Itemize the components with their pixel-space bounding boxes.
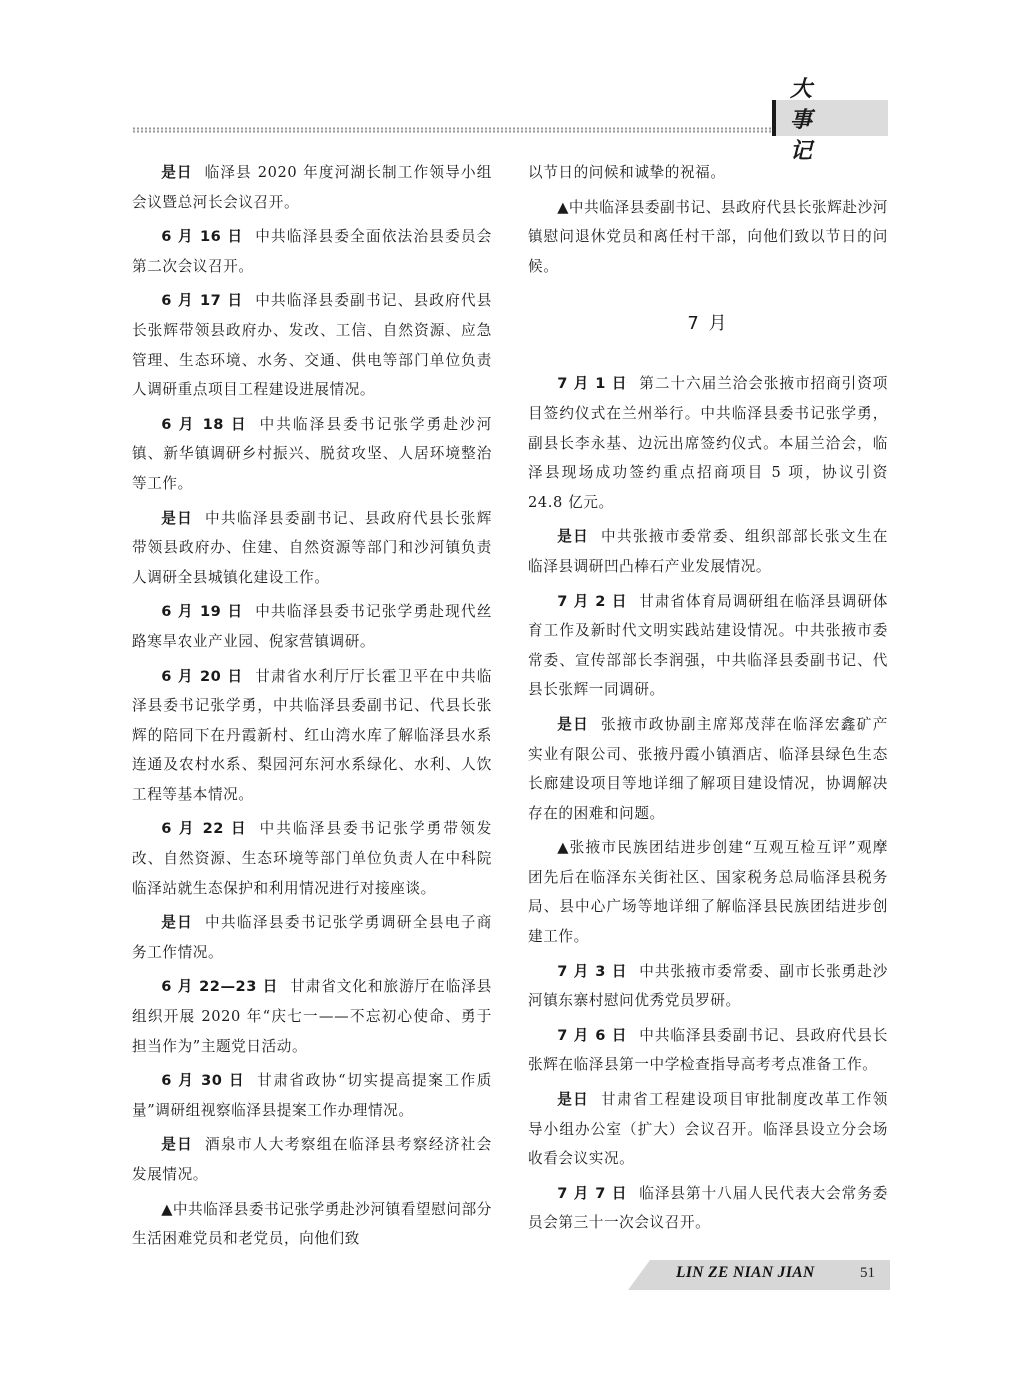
entry-text: 甘肃省政协“切实提高提案工作质量”调研组视察临泽县提案工作办理情况。 bbox=[132, 1072, 492, 1119]
chronicle-entry bbox=[132, 662, 492, 810]
entry-date: 是日 bbox=[161, 1136, 193, 1154]
chronicle-entry bbox=[528, 522, 888, 581]
entry-text: 张掖市民族团结进步创建“互观互检互评”观摩团先后在临泽东关街社区、国家税务总局临泽县税务局、县中心广场等地详细了解临泽县民族团结进步创建工作。 bbox=[528, 839, 888, 946]
entry-text: 甘肃省工程建设项目审批制度改革工作领导小组办公室（扩大）会议召开。临泽县设立分会场收看会议实况。 bbox=[528, 1091, 888, 1168]
entry-text: 中共临泽县委副书记、县政府代县长张辉赴沙河镇慰问退休党员和离任村干部，向他们致以节日的问候。 bbox=[528, 198, 888, 275]
chronicle-entry bbox=[528, 1021, 888, 1080]
chronicle-entry bbox=[132, 972, 492, 1061]
chronicle-entry bbox=[528, 957, 888, 1016]
entry-date: 是日 bbox=[557, 1091, 589, 1109]
entry-text: 甘肃省文化和旅游厅在临泽县组织开展 2020 年“庆七一——不忘初心使命、勇于担当作为”主题党日活动。 bbox=[132, 978, 492, 1055]
chronicle-entry bbox=[528, 710, 888, 828]
chronicle-entry bbox=[132, 1066, 492, 1125]
chronicle-entry bbox=[528, 369, 888, 517]
chronicle-entry bbox=[132, 504, 492, 593]
chronicle-entry bbox=[528, 833, 888, 951]
entry-date: 7 月 7 日 bbox=[557, 1184, 628, 1202]
entry-date: 6 月 16 日 bbox=[161, 228, 244, 246]
right-column bbox=[528, 158, 888, 1243]
journal-name: LIN ZE NIAN JIAN bbox=[676, 1264, 815, 1281]
chronicle-entry bbox=[132, 410, 492, 499]
entry-date: 6 月 18 日 bbox=[161, 415, 248, 433]
entry-text: 中共张掖市委常委、副市长张勇赴沙河镇东寨村慰问优秀党员罗研。 bbox=[528, 962, 888, 1010]
entry-date: 是日 bbox=[557, 715, 589, 733]
entry-text: 中共临泽县委副书记、县政府代县长张辉带领县政府办、发改、工信、自然资源、应急管理、生态环境、水务、交通、供电等部门单位负责人调研重点项目工程建设进展情况。 bbox=[132, 292, 492, 399]
chronicle-entry bbox=[132, 286, 492, 404]
entry-date: ▲ bbox=[557, 198, 569, 216]
entry-text: 中共临泽县委全面依法治县委员会第二次会议召开。 bbox=[132, 228, 492, 275]
chronicle-entry bbox=[132, 1130, 492, 1189]
chronicle-entry bbox=[132, 158, 492, 217]
entry-date: 是日 bbox=[161, 509, 193, 527]
entry-date: 6 月 22 日 bbox=[161, 820, 248, 838]
entry-text: 第二十六届兰洽会张掖市招商引资项目签约仪式在兰州举行。中共临泽县委书记张学勇，副县长李永基、边沅出席签约仪式。本届兰洽会，临泽县现场成功签约重点招商项目 5 项，协议引资 24.8 亿元。 bbox=[528, 375, 888, 511]
right-column-continuation bbox=[528, 158, 888, 281]
header-dotted-rule bbox=[132, 127, 772, 133]
chronicle-entry bbox=[528, 1179, 888, 1238]
entry-text: 中共临泽县委书记张学勇带领发改、自然资源、生态环境等部门单位负责人在中科院临泽站就生态保护和利用情况进行对接座谈。 bbox=[132, 820, 492, 897]
entry-date: 是日 bbox=[161, 164, 193, 181]
chronicle-entry bbox=[132, 1195, 492, 1254]
entry-text: 酒泉市人大考察组在临泽县考察经济社会发展情况。 bbox=[132, 1136, 492, 1183]
chronicle-entry bbox=[132, 597, 492, 656]
entry-text: 中共临泽县委书记张学勇调研全县电子商务工作情况。 bbox=[132, 914, 492, 961]
entry-date: 7 月 3 日 bbox=[557, 962, 628, 980]
section-title: 大 事 记 bbox=[772, 100, 888, 136]
chronicle-entry bbox=[132, 222, 492, 281]
entry-text: 中共临泽县委副书记、县政府代县长张辉在临泽县第一中学检查指导高考考点准备工作。 bbox=[528, 1026, 888, 1074]
entry-text: 中共临泽县委书记张学勇赴现代丝路寒旱农业产业园、倪家营镇调研。 bbox=[132, 603, 492, 650]
entry-text: 张掖市政协副主席郑茂萍在临泽宏鑫矿产实业有限公司、张掖丹霞小镇酒店、临泽县绿色生态长廊建设项目等地详细了解项目建设情况，协调解决存在的困难和问题。 bbox=[528, 715, 888, 822]
entry-date: 是日 bbox=[557, 528, 589, 546]
entry-date: 是日 bbox=[161, 914, 193, 932]
entry-text: 中共临泽县委书记张学勇赴沙河镇看望慰问部分生活困难党员和老党员，向他们致 bbox=[132, 1200, 492, 1248]
entry-date: ▲ bbox=[161, 1200, 173, 1218]
entry-date: 6 月 19 日 bbox=[161, 603, 244, 621]
entry-date: 7 月 6 日 bbox=[557, 1026, 628, 1044]
chronicle-entry bbox=[132, 814, 492, 903]
chronicle-entry bbox=[528, 158, 888, 188]
chronicle-entry bbox=[528, 193, 888, 282]
chronicle-entry bbox=[528, 587, 888, 705]
entry-text: 临泽县第十八届人民代表大会常务委员会第三十一次会议召开。 bbox=[528, 1184, 888, 1232]
chronicle-entry bbox=[528, 1085, 888, 1174]
entry-date: 6 月 17 日 bbox=[161, 292, 244, 310]
entry-date: 6 月 20 日 bbox=[161, 667, 244, 685]
month-heading: 7 月 bbox=[687, 313, 729, 335]
entry-text: 中共张掖市委常委、组织部部长张文生在临泽县调研凹凸棒石产业发展情况。 bbox=[528, 528, 888, 575]
entry-text: 以节日的问候和诚挚的祝福。 bbox=[528, 164, 726, 181]
entry-date: 7 月 1 日 bbox=[557, 375, 628, 393]
entry-date: ▲ bbox=[557, 839, 570, 857]
entry-text: 中共临泽县委副书记、县政府代县长张辉带领县政府办、住建、自然资源等部门和沙河镇负责人调研全县城镇化建设工作。 bbox=[132, 509, 492, 586]
entry-text: 中共临泽县委书记张学勇赴沙河镇、新华镇调研乡村振兴、脱贫攻坚、人居环境整治等工作。 bbox=[132, 415, 492, 492]
chronicle-entry bbox=[132, 908, 492, 967]
entry-date: 6 月 22—23 日 bbox=[161, 978, 279, 996]
entry-text: 临泽县 2020 年度河湖长制工作领导小组会议暨总河长会议召开。 bbox=[132, 164, 492, 211]
page-number: 51 bbox=[860, 1265, 875, 1281]
entry-date: 7 月 2 日 bbox=[557, 592, 628, 610]
right-column-entries bbox=[528, 369, 888, 1238]
entry-date: 6 月 30 日 bbox=[161, 1072, 246, 1090]
entry-text: 甘肃省水利厅厅长霍卫平在中共临泽县委书记张学勇，中共临泽县委副书记、代县长张辉的陪同下在丹霞新村、红山湾水库了解临泽县水系连通及农村水系、梨园河东河水系绿化、水利、人饮工程等基本情况。 bbox=[132, 667, 492, 803]
entry-text: 甘肃省体育局调研组在临泽县调研体育工作及新时代文明实践站建设情况。中共张掖市委常委、宣传部部长李润强，中共临泽县委副书记、代县长张辉一同调研。 bbox=[528, 592, 888, 699]
left-column bbox=[132, 158, 492, 1259]
